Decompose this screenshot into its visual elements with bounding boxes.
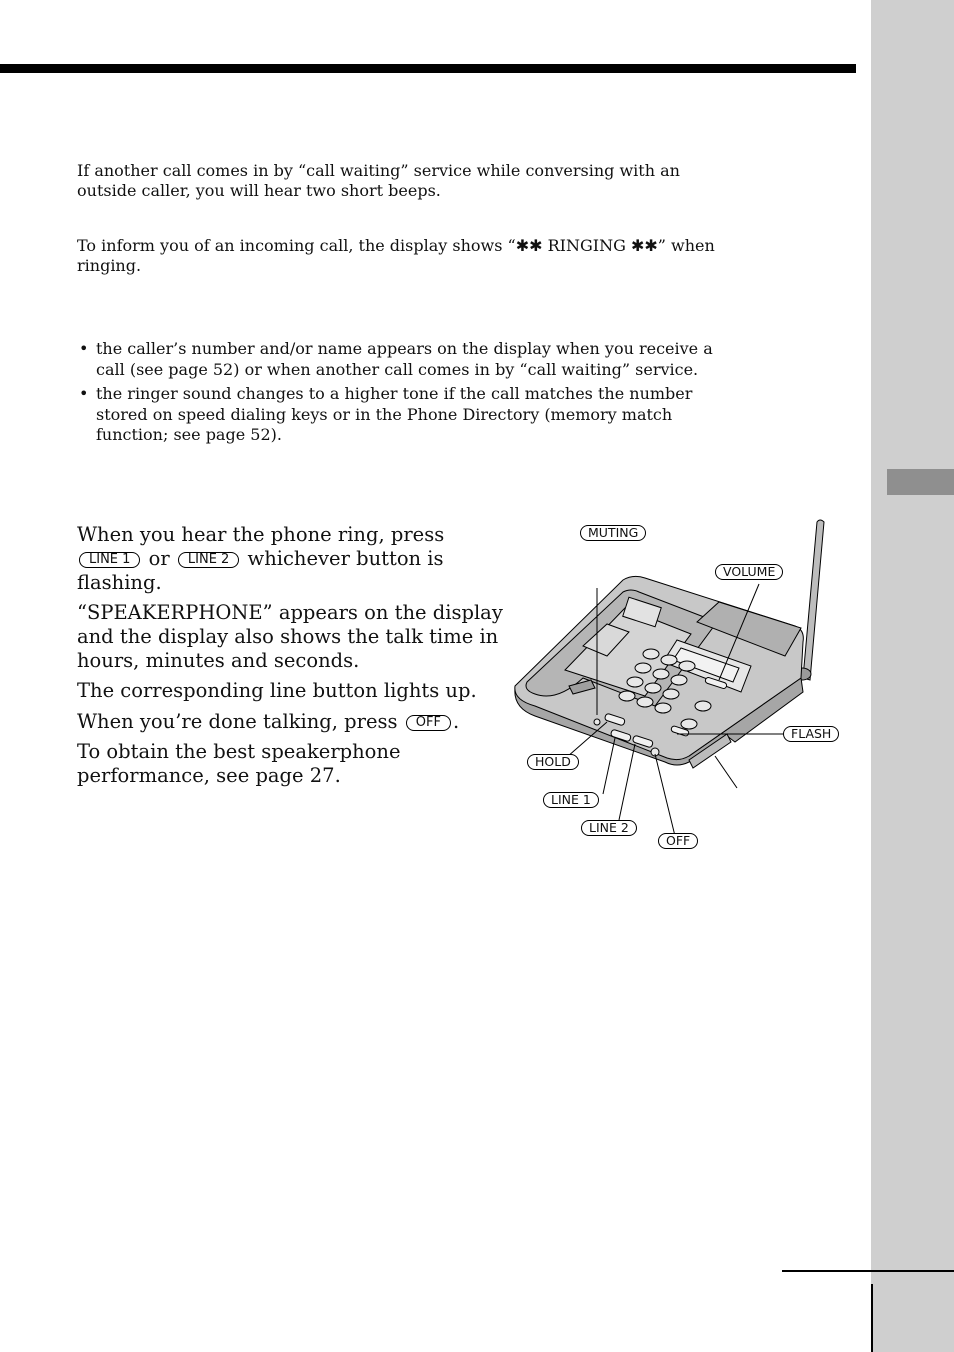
footer-divider [871, 1284, 873, 1352]
display-text-before: To inform you of an incoming call, the display shows “ [77, 236, 516, 255]
list-item: • the caller’s number and/or name appears on the display when you receive a call (see page 52) or when another call comes in by “call waiting” service. [79, 339, 713, 379]
step-ring-text: When you hear the phone ring, press [77, 523, 445, 546]
header-rule [0, 64, 856, 73]
step-done-period: . [452, 710, 460, 733]
label-flash: FLASH [783, 726, 839, 742]
step-or-text: or [148, 547, 170, 570]
step-best-performance: To obtain the best speakerphone performance, see page 27. [77, 740, 401, 787]
step-line-lights: The corresponding line button lights up. [77, 679, 477, 702]
bullet-text: the ringer sound changes to a higher tone if the call matches the number stored on speed dialing keys or in the Phone Directory (memory match function; see page 52). [96, 384, 693, 444]
footer-rule [782, 1270, 954, 1272]
section-tab [887, 469, 954, 495]
label-line1: LINE 1 [543, 792, 599, 808]
label-volume: VOLUME [715, 564, 783, 580]
step-speakerphone-display: “SPEAKERPHONE” appears on the display and the display also shows the talk time in hours, minutes and seconds. [77, 601, 503, 672]
side-margin-band [871, 0, 954, 1352]
step-done-text: When you’re done talking, press [77, 710, 398, 733]
line1-key: LINE 1 [79, 552, 140, 568]
step-done [77, 710, 517, 734]
label-line2: LINE 2 [581, 820, 637, 836]
line2-key: LINE 2 [178, 552, 239, 568]
call-waiting-paragraph: If another call comes in by “call waiting” service while conversing with an outside caller, you will hear two short beeps. [77, 161, 680, 200]
bullet-text: the caller’s number and/or name appears on the display when you receive a call (see page 52) or when another call comes in by “call waiting” service. [96, 339, 713, 379]
display-ringing-paragraph [77, 236, 727, 276]
step-ring-after-text: whichever button is flashing. [77, 547, 444, 594]
label-off: OFF [658, 833, 698, 849]
label-muting: MUTING [580, 525, 646, 541]
off-key: OFF [406, 715, 451, 731]
phone-illustration [505, 510, 855, 860]
label-hold: HOLD [527, 754, 579, 770]
list-item: • the ringer sound changes to a higher tone if the call matches the number stored on speed dialing keys or in the Phone Directory (memory match function; see page 52). [79, 384, 693, 444]
step-press-line [77, 523, 517, 595]
display-text-after: ” when ringing. [77, 236, 715, 275]
display-ringing-text: ✱✱ RINGING ✱✱ [515, 236, 658, 255]
feature-list [77, 339, 727, 450]
